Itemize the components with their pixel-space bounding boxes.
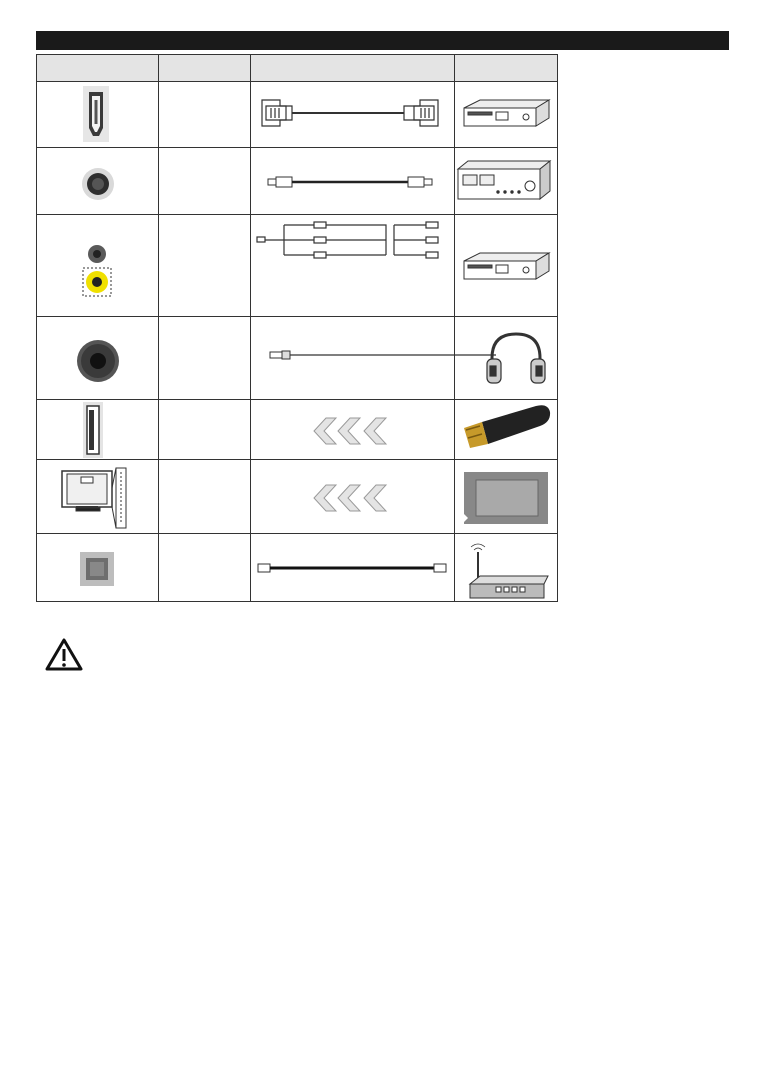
usb-stick-icon xyxy=(464,405,550,448)
warning-icon xyxy=(44,637,84,673)
ethernet-cable-icon xyxy=(258,564,446,572)
header-bar xyxy=(36,31,729,50)
dvd-player-icon xyxy=(464,100,549,126)
dvd-player-icon xyxy=(464,253,549,279)
hdmi-cable-icon xyxy=(262,100,438,126)
ci-module-icon xyxy=(464,472,548,524)
headphones-icon xyxy=(487,334,545,383)
insert-arrows-icon xyxy=(314,418,386,444)
table-header xyxy=(37,55,558,82)
ci-slot-icon xyxy=(62,468,126,528)
audio-amplifier-icon xyxy=(458,161,550,199)
router-icon xyxy=(470,544,548,598)
ethernet-port-icon xyxy=(80,552,114,586)
optical-out-icon xyxy=(82,168,114,200)
connections-table xyxy=(36,54,558,602)
insert-arrows-icon xyxy=(314,485,386,511)
composite-av-input-icon xyxy=(83,245,111,296)
optical-cable-icon xyxy=(268,177,432,187)
headphone-jack-icon xyxy=(77,340,119,382)
usb-port-icon xyxy=(83,402,103,458)
av-rca-cable-icon xyxy=(257,222,438,258)
headphone-cable-icon xyxy=(270,351,496,359)
hdmi-port-icon xyxy=(83,86,109,142)
